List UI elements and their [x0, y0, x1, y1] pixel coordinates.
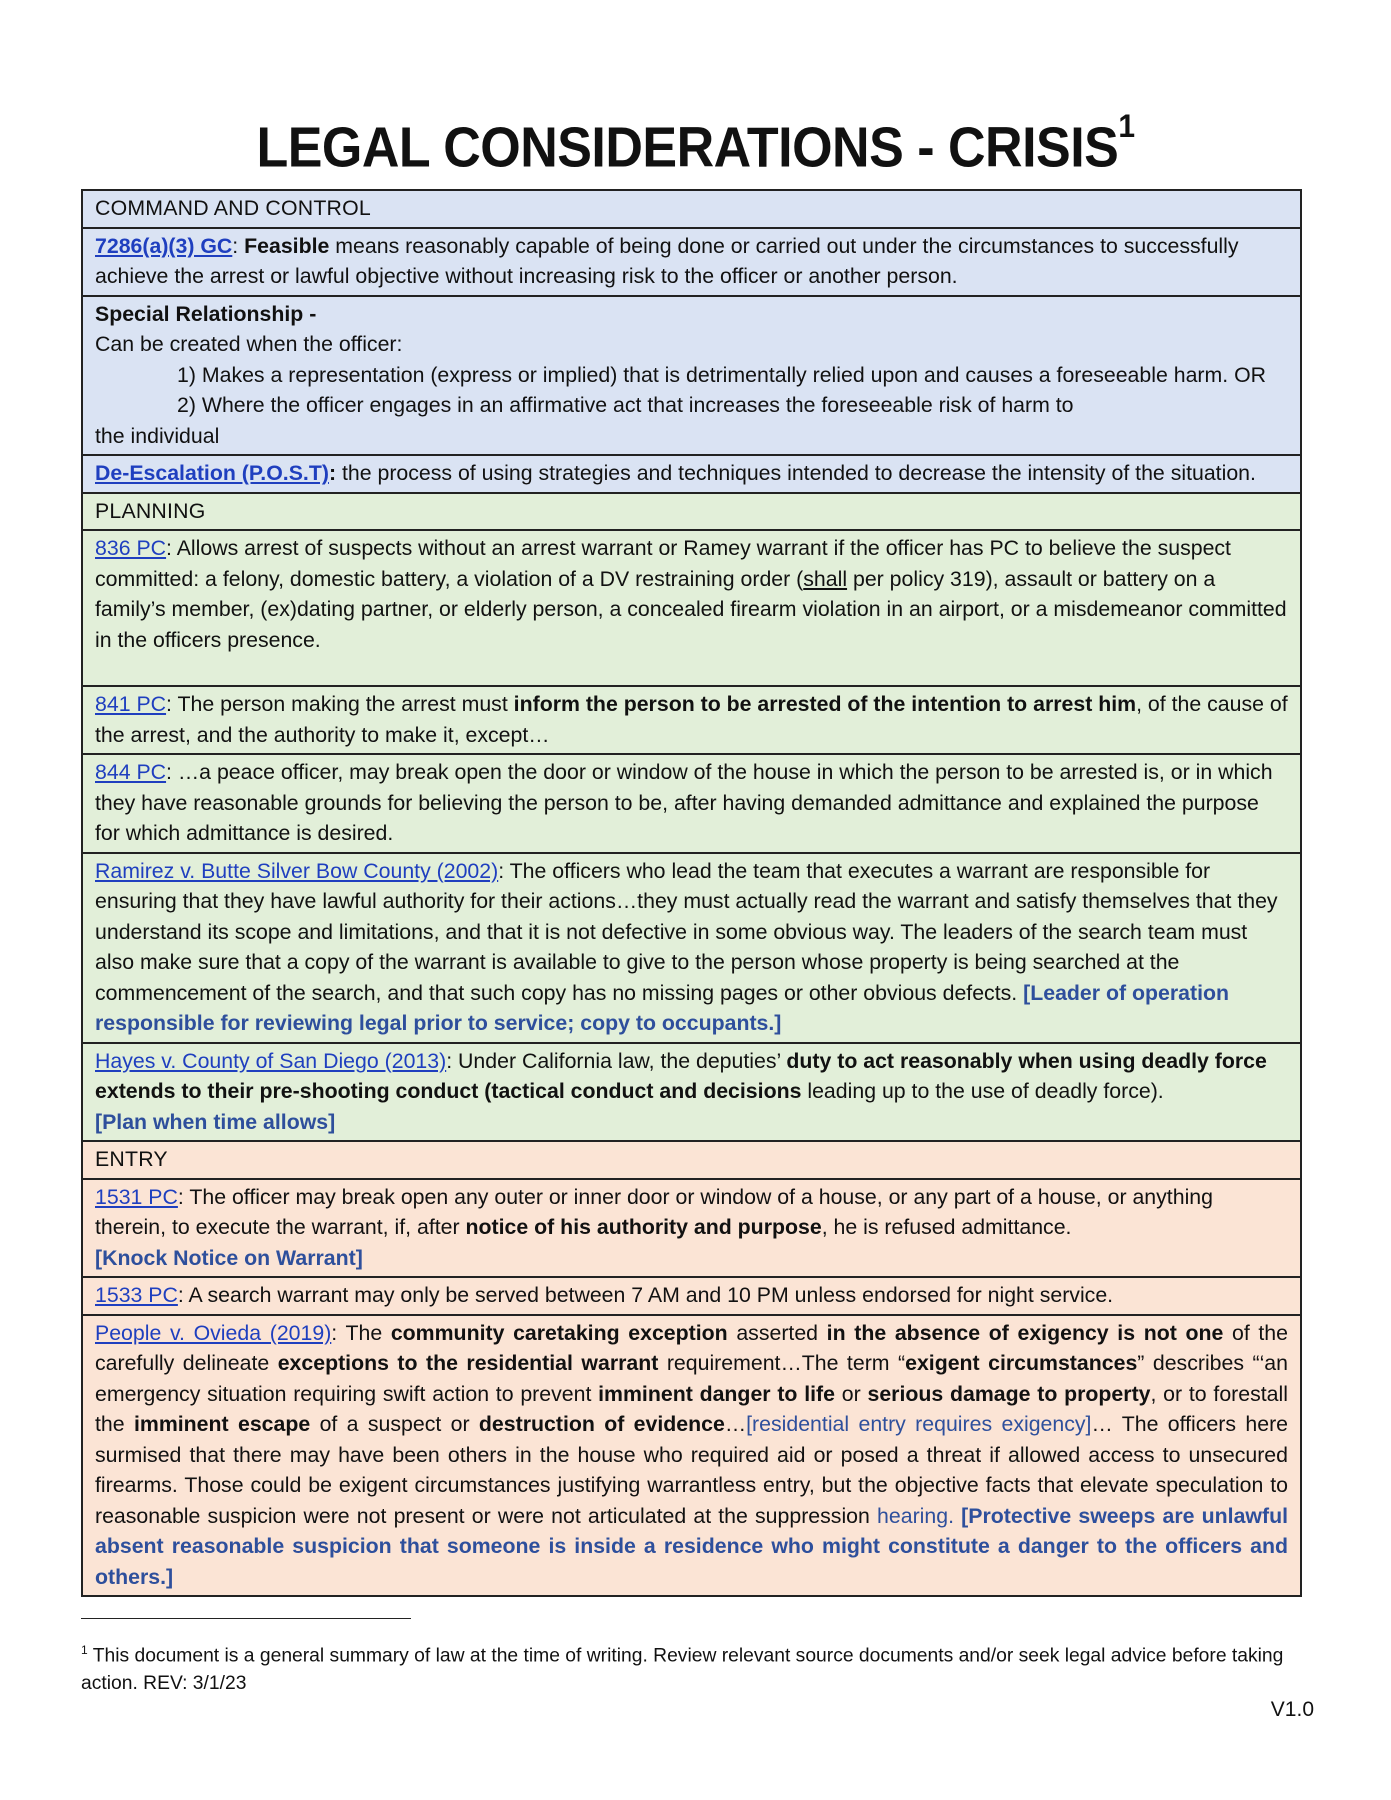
- ramirez-text: : The officers who lead the team that executes a warrant are responsible for ensuring that they have lawful authority for their actions…they must actually read the warrant and satisfy themselves that they understand its scope and limitations, and that it is not defective in some obvious way. The leaders of the search team must also make sure that a copy of the warrant is available to give to the person whose property is being searched at the commencement of the search, and that such copy has no missing pages or other obvious defects.: [95, 858, 1278, 1005]
- pc1533-text: : A search warrant may only be served between 7 AM and 10 PM unless endorsed for night service.: [177, 1283, 1114, 1307]
- row-844-pc: [83, 755, 1300, 854]
- footnote-divider: [81, 1618, 411, 1619]
- special-relationship-title: Special Relationship -: [95, 301, 317, 326]
- link-844-pc[interactable]: 844 PC: [95, 760, 167, 784]
- row-1533-pc: [83, 1278, 1300, 1316]
- ovieda-t4: requirement…The term “: [658, 1351, 906, 1375]
- title-footnote-mark: 1: [1118, 109, 1135, 145]
- version-label: V1.0: [1270, 1698, 1314, 1721]
- hayes-text-2: leading up to the use of deadly force).: [801, 1079, 1164, 1103]
- row-ramirez: [83, 854, 1300, 1044]
- link-7286-gc[interactable]: 7286(a)(3) GC: [95, 233, 233, 258]
- legal-table: [81, 189, 1302, 1597]
- hayes-text-1: : Under California law, the deputies’: [446, 1048, 787, 1073]
- link-ramirez[interactable]: Ramirez v. Butte Silver Bow County (2002): [95, 858, 499, 883]
- ovieda-t6: or: [834, 1381, 868, 1406]
- ovieda-t3: of the carefully delineate: [95, 1320, 1288, 1375]
- pc836-shall: shall: [803, 566, 848, 591]
- ovieda-hearing: hearing.: [877, 1503, 954, 1528]
- special-item-2-cont: the individual: [95, 423, 220, 448]
- pc1531-text-2: , he is refused admittance.: [821, 1215, 1072, 1239]
- section-header-entry: ENTRY: [83, 1142, 1300, 1180]
- ovieda-t2: asserted: [727, 1320, 827, 1345]
- pc841-text-2: , of the cause of the arrest, and the authority to make it, except…: [95, 692, 1288, 747]
- footnote-mark: 1: [81, 1643, 88, 1657]
- footnote-text: This document is a general summary of law at the time of writing. Review relevant source documents and/or seek legal advice before taking action. REV: 3/1/23: [81, 1645, 1284, 1695]
- pc1531-note: [Knock Notice on Warrant]: [95, 1245, 363, 1270]
- ovieda-note: [Protective sweeps are unlawful absent reasonable suspicion that someone is inside a residence who might constitute a danger to the officers and others.]: [95, 1503, 1289, 1589]
- pc1531-text-1: : The officer may break open any outer or inner door or window of a house, or any part of a house, or anything therein, to execute the warrant, if, after: [95, 1184, 1213, 1239]
- ovieda-t8: of a suspect or: [310, 1412, 479, 1436]
- link-1531-pc[interactable]: 1531 PC: [95, 1184, 178, 1209]
- ovieda-b3: exceptions to the residential warrant: [277, 1351, 659, 1375]
- row-de-escalation: De-Escalation (P.O.S.T): the process of using strategies and techniques intended to decrease the intensity of the situation.: [83, 456, 1300, 494]
- ovieda-t7: , or to forestall the: [95, 1381, 1288, 1436]
- row-ovieda: [83, 1316, 1300, 1596]
- row-836-pc: [83, 531, 1300, 687]
- ovieda-b7: imminent escape: [133, 1412, 311, 1436]
- pc836-text-2: per policy 319), assault or battery on a family’s member, (ex)dating partner, or elderly person, a concealed firearm violation in an airport, or a misdemeanor committed in the officers presence.: [95, 566, 1287, 652]
- row-1531-pc: [83, 1180, 1300, 1279]
- ovieda-b8: destruction of evidence: [478, 1412, 725, 1436]
- ovieda-t9: …: [724, 1412, 747, 1436]
- title-text: LEGAL CONSIDERATIONS - CRISIS: [256, 116, 1119, 180]
- hayes-note: [Plan when time allows]: [95, 1109, 336, 1134]
- section-header-planning: PLANNING: [83, 494, 1300, 532]
- ovieda-note-exigency: [residential entry requires exigency]: [746, 1412, 1092, 1436]
- link-hayes[interactable]: Hayes v. County of San Diego (2013): [95, 1048, 447, 1073]
- link-836-pc[interactable]: 836 PC: [95, 536, 167, 560]
- pc844-text: : …a peace officer, may break open the door or window of the house in which the person to be arrested is, or in which they have reasonable grounds for believing the person to be, after having demanded admittance and explained the purpose for which admittance is desired.: [95, 760, 1273, 845]
- pc841-bold: inform the person to be arrested of the intention to arrest him: [513, 692, 1137, 716]
- ovieda-b2: in the absence of exigency is not one: [826, 1320, 1224, 1345]
- row-7286-gc: 7286(a)(3) GC: Feasible means reasonably capable of being done or carried out under the circumstances to successfully achieve the arrest or lawful objective without increasing risk to the officer or another person.: [83, 229, 1300, 297]
- link-1533-pc[interactable]: 1533 PC: [95, 1283, 178, 1307]
- ovieda-t5: ” describes “‘an emergency situation requiring swift action to prevent: [95, 1351, 1288, 1406]
- link-841-pc[interactable]: 841 PC: [95, 692, 167, 716]
- ovieda-b6: serious damage to property: [867, 1381, 1151, 1406]
- page-title: [0, 109, 1391, 181]
- ovieda-b4: exigent circumstances: [905, 1351, 1138, 1375]
- de-escalation-text: the process of using strategies and techniques intended to decrease the intensity of the situation.: [336, 461, 1256, 485]
- feasible-term: Feasible: [244, 233, 330, 258]
- pc841-text-1: : The person making the arrest must: [166, 692, 514, 716]
- row-special-relationship: [83, 297, 1300, 457]
- ramirez-note: [Leader of operation responsible for reviewing legal prior to service; copy to occupants.]: [95, 980, 1230, 1035]
- special-item-1: 1) Makes a representation (express or implied) that is detrimentally relied upon and causes a foreseeable harm. OR: [177, 362, 1267, 387]
- pc836-text-1: : Allows arrest of suspects without an arrest warrant or Ramey warrant if the officer has PC to believe the suspect committed: a felony, domestic battery, a violation of a DV restraining order (: [95, 536, 1231, 591]
- hayes-bold: duty to act reasonably when using deadly force extends to their pre-shooting conduct (tactical conduct and decisions: [95, 1048, 1267, 1103]
- section-header-command: COMMAND AND CONTROL: [83, 191, 1300, 229]
- footnote: [81, 1636, 1311, 1698]
- ovieda-t1: : The: [331, 1320, 391, 1345]
- row-841-pc: [83, 687, 1300, 755]
- ovieda-b5: imminent danger to life: [598, 1381, 835, 1406]
- ovieda-b1: community caretaking exception: [390, 1320, 728, 1345]
- pc1531-bold: notice of his authority and purpose: [465, 1215, 822, 1239]
- link-de-escalation[interactable]: De-Escalation (P.O.S.T): [95, 461, 329, 485]
- special-intro: Can be created when the officer:: [95, 332, 403, 356]
- gc-text: means reasonably capable of being done or carried out under the circumstances to successfully achieve the arrest or lawful objective without increasing risk to the officer or another person.: [95, 233, 1239, 288]
- link-ovieda[interactable]: People v. Ovieda (2019): [95, 1320, 332, 1345]
- row-hayes: [83, 1044, 1300, 1143]
- special-item-2: 2) Where the officer engages in an affirmative act that increases the foreseeable risk of harm to: [177, 393, 1074, 417]
- ovieda-t10: … The officers here surmised that there may have been others in the house who required aid or posed a threat if allowed access to unsecured firearms. Those could be exigent circumstances justifying warrantless entry, but the objective facts that elevate speculation to reasonable suspicion were not present or were not articulated at the suppression: [95, 1412, 1288, 1528]
